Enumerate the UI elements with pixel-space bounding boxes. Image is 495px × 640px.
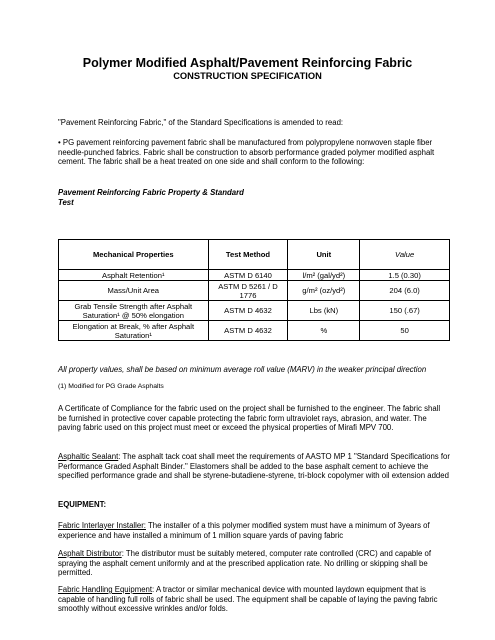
sealant-paragraph: [58, 452, 450, 481]
table-cell: Elongation at Break, % after Asphalt Saturation¹: [59, 321, 209, 341]
installer-paragraph: [58, 521, 450, 540]
table-cell: 50: [360, 321, 450, 341]
page-title: Polymer Modified Asphalt/Pavement Reinforcing Fabric: [82, 56, 413, 70]
table-row: [59, 301, 450, 321]
table-cell: 150 (.67): [360, 301, 450, 321]
fabric-paragraph: • PG pavement reinforcing pavement fabric shall be manufactured from polypropylene nonwoven staple fiber needle-punched fabrics. Fabric shall be construction to absorb performance graded polymer modified asphalt cement. The fabric shall be a heat treated on one side and shall conform to the following:: [58, 138, 435, 167]
table-cell: l/m² (gal/yd²): [288, 270, 360, 281]
sealant-label: Asphaltic Sealant: [58, 452, 119, 461]
handling-paragraph: [58, 585, 450, 614]
table-row: [59, 281, 450, 301]
table-cell: Grab Tensile Strength after Asphalt Saturation¹ @ 50% elongation: [59, 301, 209, 321]
table-cell: %: [288, 321, 360, 341]
sealant-text: : The asphalt tack coat shall meet the requirements of AASTO MP 1 "Standard Specifications for Performance Graded Asphalt Binder." Elastomers shall be added to the base asphalt cement to achieve the specified performance grade and shall be styrene-butadiene-styrene, tri-block copolymer with oil extension added: [58, 452, 450, 481]
distributor-label: Asphalt Distributor: [58, 549, 122, 558]
table-cell: Asphalt Retention¹: [59, 270, 209, 281]
table-cell: ASTM D 6140: [208, 270, 288, 281]
handling-label: Fabric Handling Equipment: [58, 585, 153, 594]
footnote: (1) Modified for PG Grade Asphalts: [58, 383, 164, 390]
table-cell: 204 (6.0): [360, 281, 450, 301]
installer-text: The installer of a this polymer modified system must have a minimum of 3years of experience and have installed a minimum of 1 million square yards of paving fabric: [58, 521, 430, 540]
table-cell: Mass/Unit Area: [59, 281, 209, 301]
table-heading: Pavement Reinforcing Fabric Property & Standard Test: [58, 188, 244, 207]
table-header-row: [59, 240, 450, 270]
table-cell: g/m² (oz/yd²): [288, 281, 360, 301]
equipment-heading: EQUIPMENT:: [58, 500, 107, 509]
table-cell: ASTM D 5261 / D 1776: [208, 281, 288, 301]
column-header: Unit: [288, 240, 360, 270]
installer-label: Fabric Interlayer Installer:: [58, 521, 146, 530]
table-row: [59, 270, 450, 281]
table-row: [59, 321, 450, 341]
properties-table: [58, 239, 450, 341]
certificate-paragraph: A Certificate of Compliance for the fabric used on the project shall be furnished to the engineer. The fabric shall be furnished in protective cover capable protecting the fabric form ultraviolet rays, abrasion, and water. The paving fabric used on this project must meet or exceed the physical properties of Mirafi MPV 700.: [58, 404, 441, 433]
table-cell: Lbs (kN): [288, 301, 360, 321]
marv-note: All property values, shall be based on minimum average roll value (MARV) in the weaker principal direction: [58, 365, 427, 374]
column-header: Test Method: [208, 240, 288, 270]
distributor-text: : The distributor must be suitably metered, computer rate controlled (CRC) and capable of spraying the asphalt cement uniformly and at the prescribed application rate. No drilling or skipping shall be permitted.: [58, 549, 431, 578]
intro-paragraph: "Pavement Reinforcing Fabric," of the Standard Specifications is amended to read:: [58, 118, 344, 127]
column-header: Mechanical Properties: [59, 240, 209, 270]
table-cell: ASTM D 4632: [208, 321, 288, 341]
table-cell: 1.5 (0.30): [360, 270, 450, 281]
distributor-paragraph: [58, 549, 450, 578]
column-header: Value: [360, 240, 450, 270]
handling-text: : A tractor or similar mechanical device with mounted laydown equipment that is capable of handling full rolls of fabric shall be used. The equipment shall be capable of laying the paving fabric smoothly without excessive wrinkles and/or folds.: [58, 585, 438, 614]
table-cell: ASTM D 4632: [208, 301, 288, 321]
page-subtitle: CONSTRUCTION SPECIFICATION: [173, 71, 322, 81]
